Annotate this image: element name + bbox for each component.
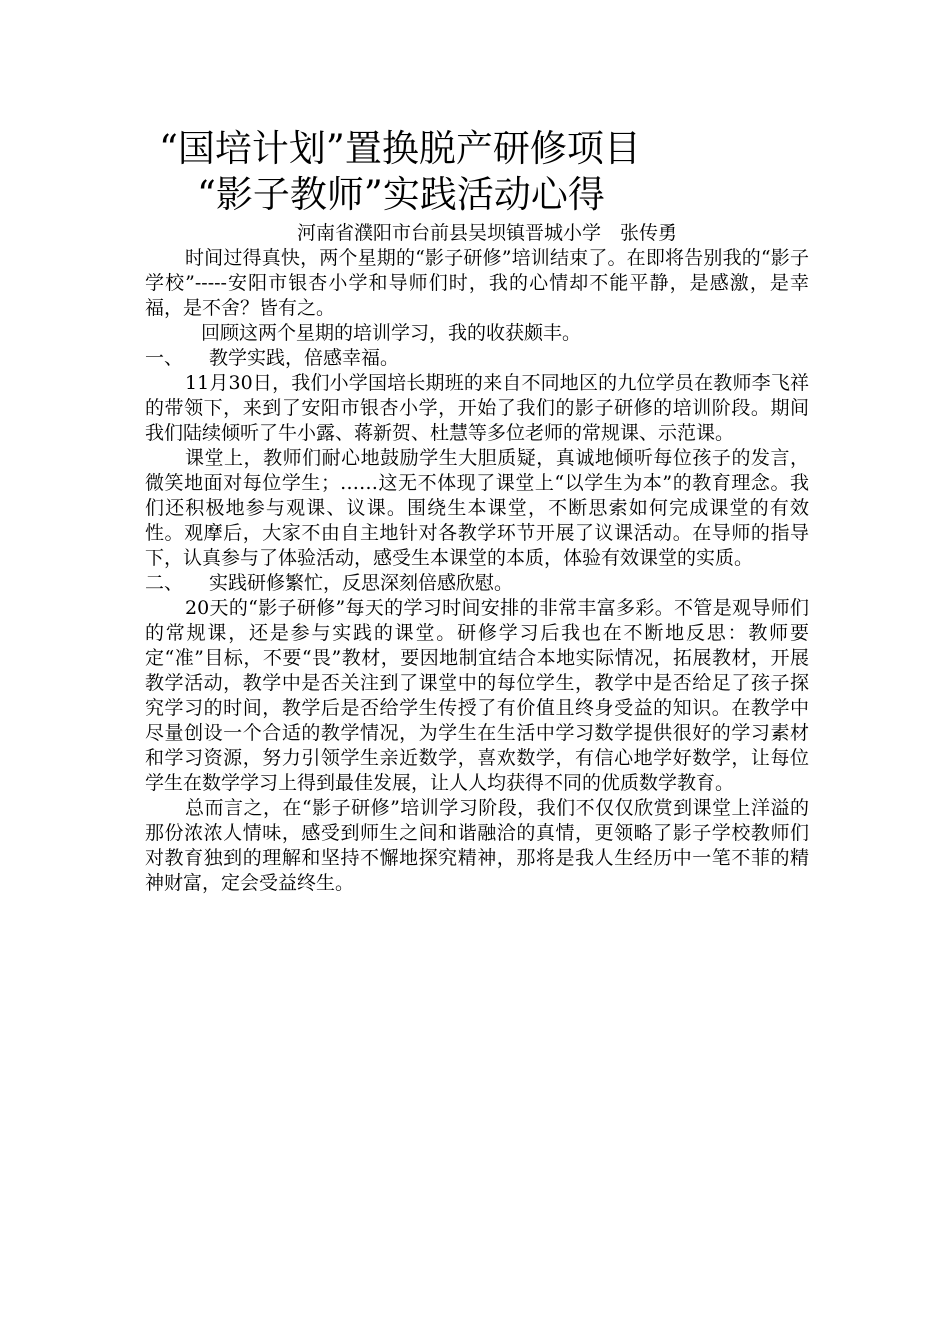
section-2-paragraph-1: 20天的“影子研修”每天的学习时间安排的非常丰富多彩。不管是观导师们的常规课，还是参与实践的课堂。研修学习后我也在不断地反思：教师要定“准”目标，不要“畏”教材，要因地制宜结合本地实际情况，拓展教材，开展教学活动，教学中是否关注到了课堂中的每位学生，教学中是否给足了孩子探究学习的时间，教学后是否给学生传授了有价值且终身受益的知识。在教学中尽量创设一个合适的教学情况，为学生在生活中学习数学提供很好的学习素材和学习资源，努力引领学生亲近数学，喜欢数学，有信心地学好数学，让每位学生在数学学习上得到最佳发展，让人人均获得不同的优质数学教育。 (145, 597, 809, 794)
section-2-heading (145, 571, 809, 596)
section-1-paragraph-1: 11月30日，我们小学国培长期班的来自不同地区的九位学员在教师李飞祥的带领下，来到了安阳市银杏小学，开始了我们的影子研修的培训阶段。期间我们陆续倾听了牛小露、蒋新贺、杜慧等多位老师的常规课、示范课。 (145, 372, 809, 444)
section-2-paragraph-2: 总而言之，在“影子研修”培训学习阶段，我们不仅仅欣赏到课堂上洋溢的那份浓浓人情味，感受到师生之间和谐融洽的真情，更领略了影子学校教师们对教育独到的理解和坚持不懈地探究精神，那将是我人生经历中一笔不菲的精神财富，定会受益终生。 (145, 797, 809, 894)
section-1-heading (145, 346, 809, 371)
author-line: 河南省濮阳市台前县吴坝镇晋城小学 张传勇 (297, 222, 678, 244)
intro-paragraph-2: 回顾这两个星期的培训学习，我的收获颇丰。 (201, 322, 582, 344)
document-page (145, 126, 809, 896)
document-body (145, 246, 809, 896)
section-1-heading-text: 教学实践，倍感幸福。 (209, 347, 400, 369)
section-1-number: 一、 (145, 347, 184, 369)
section-2-number: 二、 (145, 572, 184, 594)
document-title-line1: “国培计划”置换脱产研修项目 (159, 127, 641, 170)
section-2-heading-text: 实践研修繁忙，反思深刻倍感欣慰。 (209, 572, 514, 594)
document-title-line2: “影子教师”实践活动心得 (197, 173, 605, 216)
intro-paragraph-1: 时间过得真快，两个星期的“影子研修”培训结束了。在即将告别我的“影子学校”-----安阳市银杏小学和导师们时，我的心情却不能平静，是感激，是幸福，是不舍？皆有之。 (145, 247, 809, 319)
section-1-paragraph-2: 课堂上，教师们耐心地鼓励学生大胆质疑，真诚地倾听每位孩子的发言，微笑地面对每位学生；……这无不体现了课堂上“以学生为本”的教育理念。我们还积极地参与观课、议课。围绕生本课堂，不断思索如何完成课堂的有效性。观摩后，大家不由自主地针对各教学环节开展了议课活动。在导师的指导下，认真参与了体验活动，感受生本课堂的本质，体验有效课堂的实质。 (145, 447, 809, 569)
